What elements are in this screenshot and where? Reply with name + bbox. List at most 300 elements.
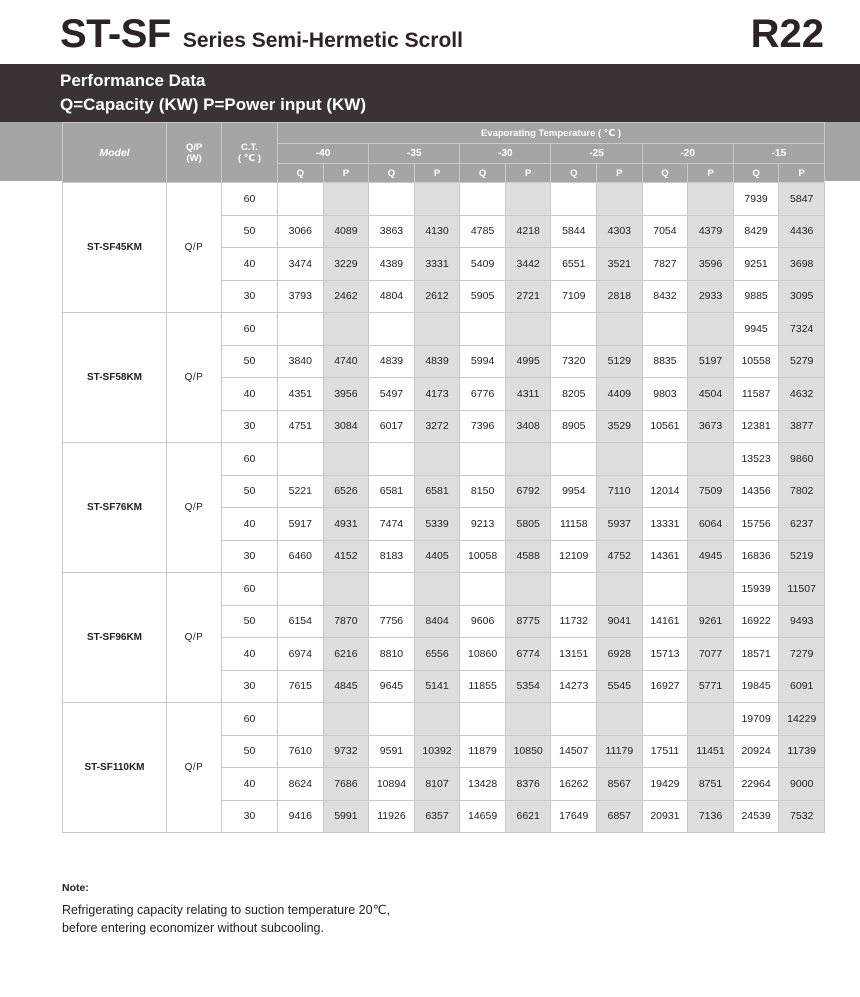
capacity-cell: 12109 [551, 540, 597, 573]
power-cell: 7077 [688, 638, 734, 671]
capacity-cell: 13331 [642, 508, 688, 541]
power-cell: 10392 [414, 735, 460, 768]
power-cell: 6621 [505, 800, 551, 833]
model-name: ST-SF45KM [63, 183, 167, 313]
capacity-cell: 14273 [551, 670, 597, 703]
capacity-cell [642, 443, 688, 476]
capacity-cell: 9954 [551, 475, 597, 508]
power-cell [597, 443, 643, 476]
capacity-cell [460, 183, 506, 216]
power-cell: 3529 [597, 410, 643, 443]
capacity-cell [369, 183, 415, 216]
capacity-cell [278, 573, 324, 606]
capacity-cell: 10860 [460, 638, 506, 671]
power-cell: 5141 [414, 670, 460, 703]
header-q: Q [733, 164, 779, 183]
note-section [62, 879, 390, 937]
power-cell: 6237 [779, 508, 825, 541]
power-cell: 8404 [414, 605, 460, 638]
power-cell: 7802 [779, 475, 825, 508]
power-cell [414, 573, 460, 606]
note-line-1: Refrigerating capacity relating to suction temperature 20℃, [62, 903, 391, 917]
capacity-cell: 4351 [278, 378, 324, 411]
power-cell: 2818 [597, 280, 643, 313]
power-cell: 5279 [779, 345, 825, 378]
capacity-cell: 9416 [278, 800, 324, 833]
capacity-cell: 3066 [278, 215, 324, 248]
model-name: ST-SF96KM [63, 573, 167, 703]
power-cell [505, 573, 551, 606]
power-cell [597, 313, 643, 346]
capacity-cell [278, 313, 324, 346]
power-cell: 6774 [505, 638, 551, 671]
power-cell [505, 183, 551, 216]
ct-value: 50 [222, 475, 278, 508]
capacity-cell: 15756 [733, 508, 779, 541]
capacity-cell: 6017 [369, 410, 415, 443]
power-cell: 3272 [414, 410, 460, 443]
header-qp-label: Q/P [185, 141, 203, 153]
capacity-cell: 8429 [733, 215, 779, 248]
capacity-cell: 14659 [460, 800, 506, 833]
qp-label: Q/P [167, 313, 222, 443]
capacity-cell: 15713 [642, 638, 688, 671]
capacity-cell: 4785 [460, 215, 506, 248]
capacity-cell [551, 703, 597, 736]
capacity-cell: 6551 [551, 248, 597, 281]
capacity-cell: 3840 [278, 345, 324, 378]
capacity-cell: 4751 [278, 410, 324, 443]
power-cell: 7324 [779, 313, 825, 346]
capacity-cell: 10894 [369, 768, 415, 801]
power-cell: 4303 [597, 215, 643, 248]
capacity-cell: 9945 [733, 313, 779, 346]
power-cell: 9000 [779, 768, 825, 801]
power-cell [505, 313, 551, 346]
ct-value: 60 [222, 443, 278, 476]
power-cell: 3084 [323, 410, 369, 443]
power-cell: 6357 [414, 800, 460, 833]
power-cell [688, 183, 734, 216]
capacity-cell [642, 703, 688, 736]
capacity-cell: 7615 [278, 670, 324, 703]
power-cell: 7509 [688, 475, 734, 508]
power-cell: 8775 [505, 605, 551, 638]
header-evap-temp-value: -20 [642, 144, 733, 164]
header-p: P [323, 164, 369, 183]
power-cell: 4945 [688, 540, 734, 573]
capacity-cell: 5497 [369, 378, 415, 411]
ct-value: 30 [222, 670, 278, 703]
capacity-cell: 8150 [460, 475, 506, 508]
power-cell [688, 573, 734, 606]
capacity-cell: 4389 [369, 248, 415, 281]
power-cell: 2462 [323, 280, 369, 313]
capacity-cell: 5221 [278, 475, 324, 508]
note-title: Note: [62, 882, 89, 894]
qp-label: Q/P [167, 443, 222, 573]
power-cell: 4504 [688, 378, 734, 411]
power-cell [323, 443, 369, 476]
ct-value: 40 [222, 248, 278, 281]
ct-value: 60 [222, 313, 278, 346]
power-cell [323, 573, 369, 606]
capacity-cell: 9606 [460, 605, 506, 638]
power-cell [688, 703, 734, 736]
capacity-cell: 6460 [278, 540, 324, 573]
power-cell: 9493 [779, 605, 825, 638]
capacity-cell: 19709 [733, 703, 779, 736]
capacity-cell: 11587 [733, 378, 779, 411]
capacity-cell: 17511 [642, 735, 688, 768]
ct-value: 40 [222, 508, 278, 541]
power-cell: 7136 [688, 800, 734, 833]
capacity-cell: 16922 [733, 605, 779, 638]
power-cell [597, 183, 643, 216]
power-cell: 14229 [779, 703, 825, 736]
power-cell: 6526 [323, 475, 369, 508]
capacity-cell: 7320 [551, 345, 597, 378]
power-cell: 4436 [779, 215, 825, 248]
power-cell: 8376 [505, 768, 551, 801]
ct-value: 40 [222, 768, 278, 801]
power-cell: 11739 [779, 735, 825, 768]
capacity-cell: 9251 [733, 248, 779, 281]
capacity-cell: 14361 [642, 540, 688, 573]
power-cell [323, 313, 369, 346]
model-name: ST-SF110KM [63, 703, 167, 833]
capacity-cell: 4804 [369, 280, 415, 313]
power-cell: 4405 [414, 540, 460, 573]
capacity-cell [369, 573, 415, 606]
power-cell [323, 183, 369, 216]
capacity-cell: 8624 [278, 768, 324, 801]
power-cell: 9041 [597, 605, 643, 638]
power-cell: 3095 [779, 280, 825, 313]
ct-value: 60 [222, 573, 278, 606]
power-cell: 2933 [688, 280, 734, 313]
capacity-cell: 12014 [642, 475, 688, 508]
power-cell: 7279 [779, 638, 825, 671]
power-cell: 4089 [323, 215, 369, 248]
power-cell: 4740 [323, 345, 369, 378]
power-cell: 4845 [323, 670, 369, 703]
power-cell: 4995 [505, 345, 551, 378]
capacity-cell: 7756 [369, 605, 415, 638]
capacity-cell: 9885 [733, 280, 779, 313]
power-cell: 4839 [414, 345, 460, 378]
capacity-cell [369, 703, 415, 736]
ct-value: 50 [222, 735, 278, 768]
header-ct-label: C.T. [241, 141, 258, 153]
capacity-cell: 7827 [642, 248, 688, 281]
capacity-cell [278, 703, 324, 736]
capacity-cell: 11879 [460, 735, 506, 768]
power-cell: 11179 [597, 735, 643, 768]
power-cell: 5219 [779, 540, 825, 573]
capacity-cell: 9803 [642, 378, 688, 411]
capacity-cell [642, 183, 688, 216]
header-evap-temp: Evaporating Temperature ( ℃ ) [278, 123, 825, 144]
power-cell: 3877 [779, 410, 825, 443]
capacity-cell: 7109 [551, 280, 597, 313]
capacity-cell: 5917 [278, 508, 324, 541]
power-cell: 3698 [779, 248, 825, 281]
capacity-cell: 3863 [369, 215, 415, 248]
capacity-cell: 5844 [551, 215, 597, 248]
ct-value: 50 [222, 215, 278, 248]
header-ct-unit: ( ℃ ) [237, 152, 262, 164]
power-cell [323, 703, 369, 736]
performance-table [62, 122, 825, 833]
header-q: Q [460, 164, 506, 183]
note-line-2: before entering economizer without subcooling. [62, 921, 324, 935]
power-cell: 7532 [779, 800, 825, 833]
power-cell: 5354 [505, 670, 551, 703]
capacity-cell: 15939 [733, 573, 779, 606]
capacity-cell [369, 443, 415, 476]
table-row [63, 313, 825, 346]
capacity-cell: 8810 [369, 638, 415, 671]
header-p: P [414, 164, 460, 183]
capacity-cell: 16927 [642, 670, 688, 703]
power-cell: 6091 [779, 670, 825, 703]
power-cell [688, 443, 734, 476]
capacity-cell: 24539 [733, 800, 779, 833]
ct-value: 30 [222, 280, 278, 313]
header-q: Q [278, 164, 324, 183]
header-qp [167, 123, 222, 183]
power-cell: 5129 [597, 345, 643, 378]
power-cell [505, 703, 551, 736]
capacity-cell: 14356 [733, 475, 779, 508]
capacity-cell: 8905 [551, 410, 597, 443]
capacity-cell: 7610 [278, 735, 324, 768]
capacity-cell: 13151 [551, 638, 597, 671]
power-cell: 5545 [597, 670, 643, 703]
power-cell [414, 703, 460, 736]
capacity-cell [551, 183, 597, 216]
power-cell: 6556 [414, 638, 460, 671]
ct-value: 50 [222, 345, 278, 378]
header-evap-temp-value: -15 [733, 144, 824, 164]
power-cell: 5197 [688, 345, 734, 378]
capacity-cell: 10058 [460, 540, 506, 573]
series-code: ST-SF [60, 12, 171, 56]
power-cell: 4130 [414, 215, 460, 248]
capacity-cell [551, 443, 597, 476]
ct-value: 30 [222, 800, 278, 833]
capacity-cell: 8835 [642, 345, 688, 378]
capacity-cell: 13523 [733, 443, 779, 476]
power-cell: 5991 [323, 800, 369, 833]
power-cell: 4752 [597, 540, 643, 573]
power-cell: 6792 [505, 475, 551, 508]
power-cell: 3956 [323, 378, 369, 411]
power-cell: 6064 [688, 508, 734, 541]
power-cell: 4311 [505, 378, 551, 411]
capacity-cell: 9213 [460, 508, 506, 541]
power-cell: 8567 [597, 768, 643, 801]
power-cell: 4218 [505, 215, 551, 248]
power-cell: 9860 [779, 443, 825, 476]
power-cell: 3331 [414, 248, 460, 281]
header-p: P [505, 164, 551, 183]
power-cell: 6581 [414, 475, 460, 508]
capacity-cell: 19845 [733, 670, 779, 703]
banner-subtitle: Q=Capacity (KW) P=Power input (KW) [60, 95, 367, 114]
power-cell: 6857 [597, 800, 643, 833]
power-cell: 8107 [414, 768, 460, 801]
capacity-cell: 22964 [733, 768, 779, 801]
capacity-cell: 4839 [369, 345, 415, 378]
power-cell: 4409 [597, 378, 643, 411]
header-q: Q [369, 164, 415, 183]
capacity-cell [551, 573, 597, 606]
ct-value: 50 [222, 605, 278, 638]
capacity-cell: 10561 [642, 410, 688, 443]
capacity-cell: 7054 [642, 215, 688, 248]
ct-value: 30 [222, 540, 278, 573]
power-cell [505, 443, 551, 476]
power-cell: 10850 [505, 735, 551, 768]
capacity-cell [460, 313, 506, 346]
capacity-cell: 8432 [642, 280, 688, 313]
table-row [63, 703, 825, 736]
power-cell: 5805 [505, 508, 551, 541]
header-model: Model [63, 123, 167, 183]
header-evap-temp-value: -30 [460, 144, 551, 164]
header-p: P [688, 164, 734, 183]
capacity-cell: 6581 [369, 475, 415, 508]
capacity-cell: 20931 [642, 800, 688, 833]
power-cell: 4152 [323, 540, 369, 573]
power-cell: 11451 [688, 735, 734, 768]
qp-label: Q/P [167, 573, 222, 703]
capacity-cell: 10558 [733, 345, 779, 378]
power-cell: 4931 [323, 508, 369, 541]
power-cell: 6928 [597, 638, 643, 671]
header-q: Q [551, 164, 597, 183]
capacity-cell: 6974 [278, 638, 324, 671]
capacity-cell: 11855 [460, 670, 506, 703]
power-cell [414, 443, 460, 476]
power-cell: 2721 [505, 280, 551, 313]
model-name: ST-SF58KM [63, 313, 167, 443]
power-cell: 7110 [597, 475, 643, 508]
power-cell: 4632 [779, 378, 825, 411]
header-p: P [597, 164, 643, 183]
power-cell: 5847 [779, 183, 825, 216]
capacity-cell [460, 703, 506, 736]
power-cell: 4173 [414, 378, 460, 411]
capacity-cell: 11158 [551, 508, 597, 541]
power-cell: 11507 [779, 573, 825, 606]
capacity-cell: 3474 [278, 248, 324, 281]
capacity-cell: 6776 [460, 378, 506, 411]
qp-label: Q/P [167, 703, 222, 833]
power-cell: 7686 [323, 768, 369, 801]
capacity-cell [642, 573, 688, 606]
ct-value: 30 [222, 410, 278, 443]
qp-label: Q/P [167, 183, 222, 313]
capacity-cell [460, 443, 506, 476]
power-cell [688, 313, 734, 346]
capacity-cell: 14161 [642, 605, 688, 638]
capacity-cell [642, 313, 688, 346]
power-cell: 9261 [688, 605, 734, 638]
table-row [63, 183, 825, 216]
power-cell [414, 313, 460, 346]
ct-value: 40 [222, 378, 278, 411]
capacity-cell [551, 313, 597, 346]
power-cell: 7870 [323, 605, 369, 638]
power-cell: 9732 [323, 735, 369, 768]
power-cell: 8751 [688, 768, 734, 801]
section-banner [0, 64, 860, 122]
capacity-cell: 14507 [551, 735, 597, 768]
power-cell: 3521 [597, 248, 643, 281]
capacity-cell: 17649 [551, 800, 597, 833]
header-qp-unit: (W) [186, 152, 202, 164]
power-cell: 3442 [505, 248, 551, 281]
power-cell [597, 573, 643, 606]
series-name: Series Semi-Hermetic Scroll [182, 29, 463, 52]
capacity-cell: 5994 [460, 345, 506, 378]
capacity-cell: 8183 [369, 540, 415, 573]
power-cell: 5339 [414, 508, 460, 541]
capacity-cell: 12381 [733, 410, 779, 443]
capacity-cell [278, 443, 324, 476]
capacity-cell: 6154 [278, 605, 324, 638]
power-cell: 6216 [323, 638, 369, 671]
capacity-cell: 8205 [551, 378, 597, 411]
header-p: P [779, 164, 825, 183]
capacity-cell: 19429 [642, 768, 688, 801]
capacity-cell: 3793 [278, 280, 324, 313]
capacity-cell [278, 183, 324, 216]
power-cell: 3229 [323, 248, 369, 281]
ct-value: 40 [222, 638, 278, 671]
header-evap-temp-value: -25 [551, 144, 642, 164]
capacity-cell: 16262 [551, 768, 597, 801]
header-evap-temp-value: -35 [369, 144, 460, 164]
model-name: ST-SF76KM [63, 443, 167, 573]
power-cell: 5771 [688, 670, 734, 703]
ct-value: 60 [222, 183, 278, 216]
power-cell: 3408 [505, 410, 551, 443]
header-ct [222, 123, 278, 183]
capacity-cell: 9591 [369, 735, 415, 768]
capacity-cell [369, 313, 415, 346]
ct-value: 60 [222, 703, 278, 736]
header-q: Q [642, 164, 688, 183]
capacity-cell: 18571 [733, 638, 779, 671]
capacity-cell: 5905 [460, 280, 506, 313]
capacity-cell: 13428 [460, 768, 506, 801]
capacity-cell [460, 573, 506, 606]
power-cell: 4588 [505, 540, 551, 573]
capacity-cell: 11926 [369, 800, 415, 833]
power-cell: 3596 [688, 248, 734, 281]
table-row [63, 573, 825, 606]
capacity-cell: 9645 [369, 670, 415, 703]
table-row [63, 443, 825, 476]
capacity-cell: 11732 [551, 605, 597, 638]
refrigerant-label: R22 [750, 12, 824, 56]
capacity-cell: 16836 [733, 540, 779, 573]
capacity-cell: 7474 [369, 508, 415, 541]
